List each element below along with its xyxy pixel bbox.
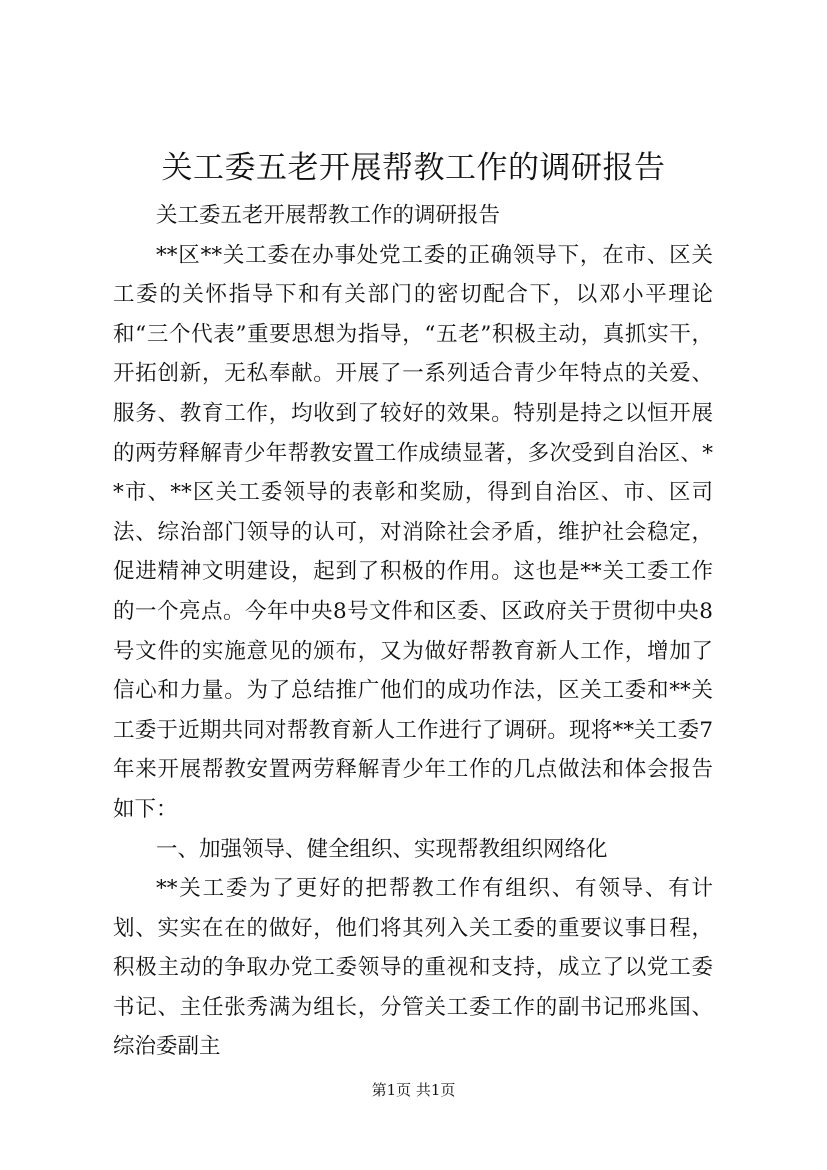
paragraph-intro: **区**关工委在办事处党工委的正确领导下，在市、区关工委的关怀指导下和有关部门的密切配合下，以邓小平理论和“三个代表”重要思想为指导，“五老”积极主动，真抓实干，开拓创新，无私奉献。开展了一系列适合青少年特点的关爱、服务、教育工作，均收到了较好的效果。特别是持之以恒开展的两劳释解青少年帮教安置工作成绩显著，多次受到自治区、**市、**区关工委领导的表彰和奖励，得到自治区、市、区司法、综治部门领导的认可，对消除社会矛盾，维护社会稳定，促进精神文明建设，起到了积极的作用。这也是**关工委工作的一个亮点。今年中央8号文件和区委、区政府关于贯彻中央8号文件的实施意见的颁布，又为做好帮教育新人工作，增加了信心和力量。为了总结推广他们的成功作法，区关工委和**关工委于近期共同对帮教育新人工作进行了调研。现将**关工委7年来开展帮教安置两劳释解青少年工作的几点做法和体会报告如下： [113,242,713,822]
paragraph-section-one: **关工委为了更好的把帮教工作有组织、有领导、有计划、实实在在的做好，他们将其列入关工委的重要议事日程，积极主动的争取办党工委领导的重视和支持，成立了以党工委书记、主任张秀满为组长，分管关工委工作的副书记邢兆国、综治委副主 [113,876,713,1060]
document-title: 关工委五老开展帮教工作的调研报告 [161,150,666,186]
document-body [113,196,713,1067]
paragraph-subtitle: 关工委五老开展帮教工作的调研报告 [156,203,501,228]
page-footer: 第1页 共1页 [371,1081,456,1099]
section-heading: 一、加强领导、健全组织、实现帮教组织网络化 [156,836,608,862]
